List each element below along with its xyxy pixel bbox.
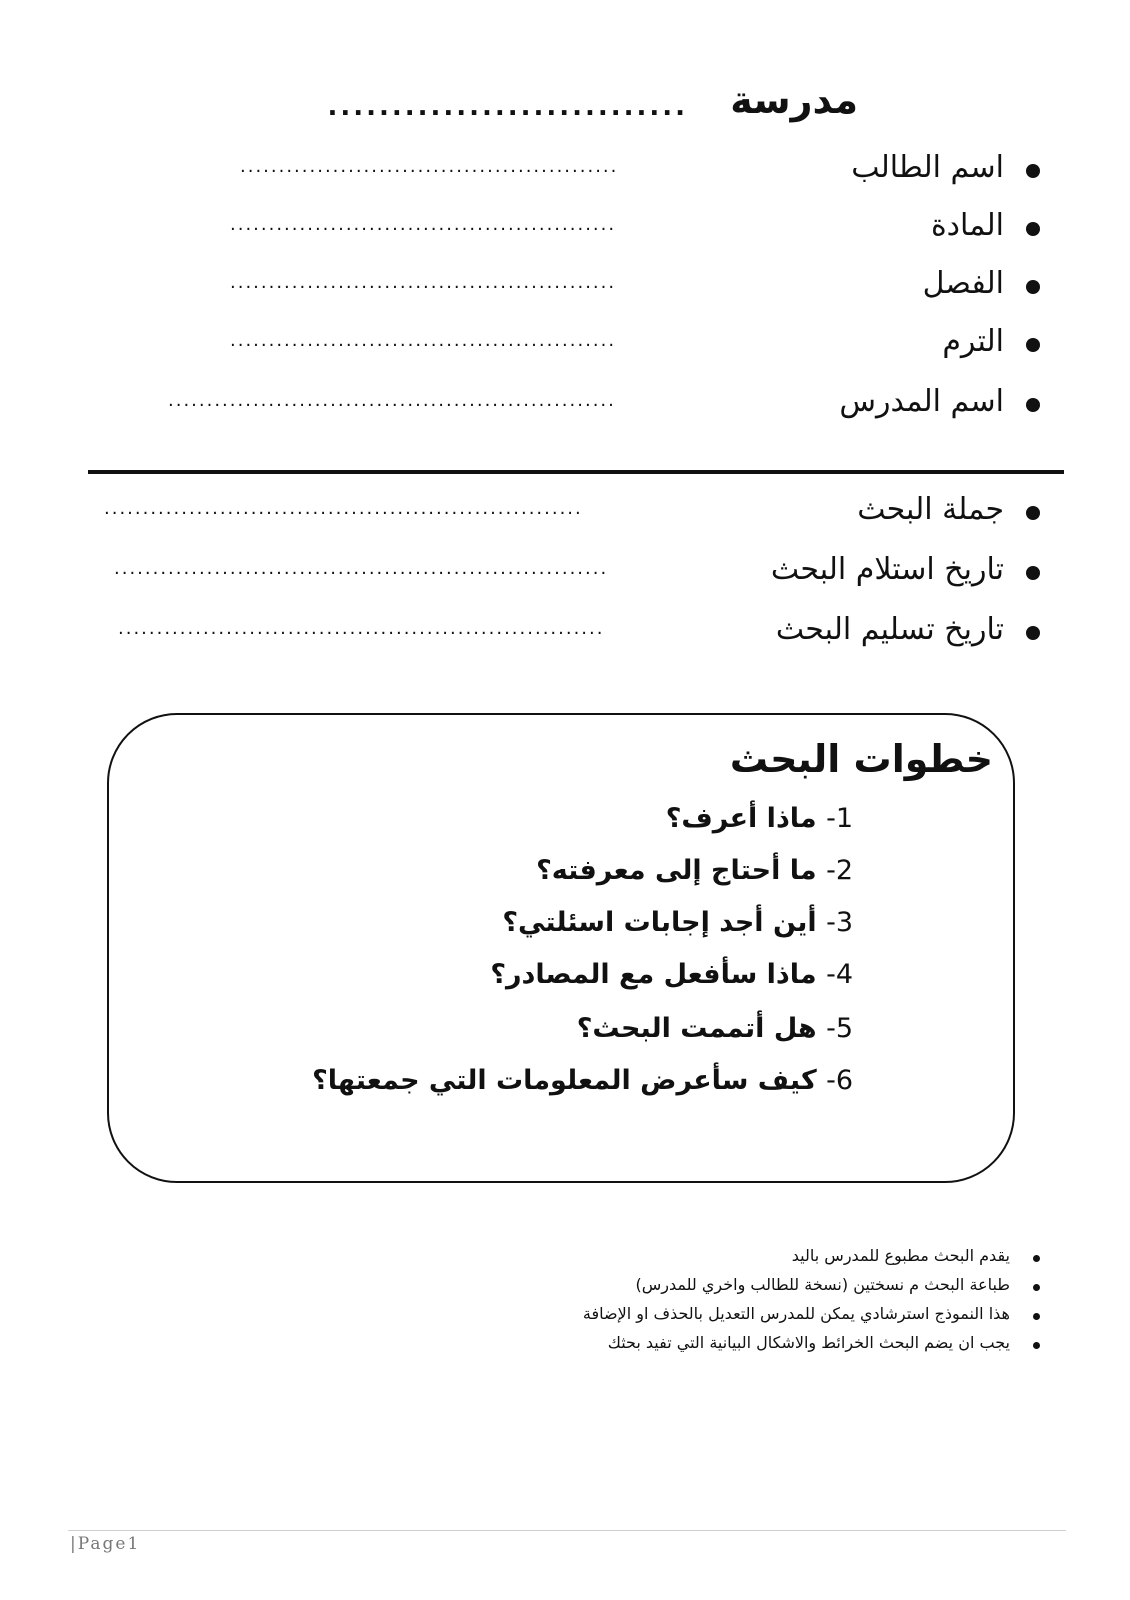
bullet-icon [1026,566,1040,580]
note-text: يقدم البحث مطبوع للمدرس باليد [791,1246,1010,1265]
field-label: الترم [942,324,1004,359]
bullet-icon [1033,1284,1040,1291]
bullet-icon [1026,626,1040,640]
field-term [110,324,1040,374]
step-item [577,1013,853,1044]
step-number: 2- [826,855,853,886]
field-subject [110,208,1040,258]
school-line [218,78,858,134]
separator-line [88,470,1064,474]
field-receive-date [110,552,1040,602]
note-item [420,1275,1040,1301]
field-label: تاريخ تسليم البحث [775,612,1004,647]
note-item [420,1304,1040,1330]
note-item [420,1333,1040,1359]
bullet-icon [1026,338,1040,352]
bullet-icon [1026,164,1040,178]
fill-line[interactable]: ................................................................ [114,558,609,579]
step-item [502,907,853,938]
step-number: 4- [826,959,853,990]
note-item [420,1246,1040,1272]
fill-line[interactable]: .................................................. [230,330,617,351]
field-label: المادة [930,208,1004,243]
bullet-icon [1026,222,1040,236]
step-text: هل أتممت البحث؟ [576,1013,817,1044]
field-label: اسم الطالب [851,150,1004,185]
step-item [666,803,853,834]
step-item [490,959,853,990]
field-label: اسم المدرس [839,384,1004,419]
field-research-topic [104,492,1040,542]
field-label: تاريخ استلام البحث [770,552,1004,587]
step-number: 5- [826,1013,853,1044]
bullet-icon [1026,398,1040,412]
field-class [110,266,1040,316]
school-label: مدرسة [730,78,858,122]
note-text: طباعة البحث م نسختين (نسخة للطالب واخري للمدرس) [635,1275,1010,1294]
fill-line[interactable]: ............................................................... [118,618,605,639]
step-number: 1- [826,803,853,834]
bullet-icon [1026,280,1040,294]
school-fill-line[interactable]: ............................ [327,92,688,122]
step-number: 6- [826,1065,853,1096]
fill-line[interactable]: ................................................. [240,156,619,177]
fill-line[interactable]: .......................................................... [168,390,616,411]
field-student-name [110,150,1040,200]
step-item [536,855,853,886]
field-label: جملة البحث [857,492,1004,527]
field-teacher-name [110,384,1040,434]
fill-line[interactable]: .............................................................. [104,498,583,519]
bullet-icon [1026,506,1040,520]
step-text: أين أجد إجابات اسئلتي؟ [502,907,817,938]
note-text: يجب ان يضم البحث الخرائط والاشكال البيانية التي تفيد بحثك [607,1333,1010,1352]
page-number: |Page1 [70,1534,141,1554]
step-text: ما أحتاج إلى معرفته؟ [536,855,817,886]
bullet-icon [1033,1255,1040,1262]
step-text: كيف سأعرض المعلومات التي جمعتها؟ [312,1065,817,1096]
research-steps-box [107,713,1015,1183]
note-text: هذا النموذج استرشادي يمكن للمدرس التعديل بالحذف او الإضافة [582,1304,1010,1323]
step-number: 3- [826,907,853,938]
step-item [312,1065,853,1096]
step-text: ماذا أعرف؟ [665,803,817,834]
bullet-icon [1033,1313,1040,1320]
field-label: الفصل [922,266,1004,301]
fill-line[interactable]: .................................................. [230,214,617,235]
steps-title: خطوات البحث [729,737,993,781]
step-text: ماذا سأفعل مع المصادر؟ [490,959,817,990]
fill-line[interactable]: .................................................. [230,272,617,293]
field-submit-date [110,612,1040,662]
bullet-icon [1033,1342,1040,1349]
footer-rule [68,1530,1066,1531]
